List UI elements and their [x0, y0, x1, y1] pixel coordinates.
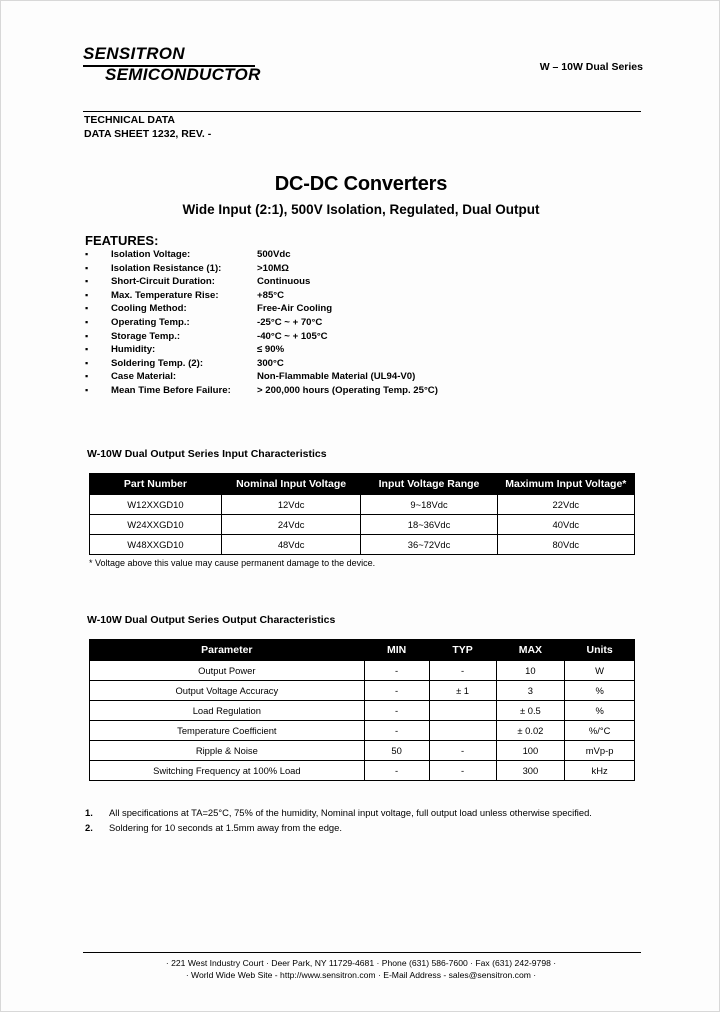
- feature-label: Cooling Method:: [111, 303, 187, 315]
- table-cell: kHz: [565, 761, 635, 781]
- bullet-icon: ▪: [85, 249, 89, 259]
- table-cell: 24Vdc: [221, 515, 361, 535]
- feature-row: [85, 385, 605, 399]
- bullet-icon: ▪: [85, 316, 89, 327]
- table-cell: ± 0.5: [496, 701, 565, 721]
- table-cell: -: [364, 721, 429, 741]
- title-block: [1, 173, 720, 217]
- table-cell: -: [364, 761, 429, 781]
- column-header: Maximum Input Voltage*: [497, 474, 634, 495]
- feature-label: Isolation Voltage:: [111, 249, 191, 260]
- table-cell: %/°C: [565, 721, 635, 741]
- table-cell: ± 1: [429, 681, 496, 701]
- table-row: [90, 741, 635, 761]
- table-cell: 10: [496, 661, 565, 681]
- table-cell: 100: [496, 741, 565, 761]
- table-cell: -: [429, 661, 496, 681]
- table-cell: -: [364, 681, 429, 701]
- feature-row: [85, 290, 605, 304]
- bullet-icon: ▪: [85, 371, 89, 382]
- table-cell: 12Vdc: [221, 495, 361, 515]
- feature-label: Operating Temp.:: [111, 316, 190, 328]
- table-header-row: [90, 640, 635, 661]
- bullet-icon: ▪: [85, 276, 89, 287]
- table-row: [90, 681, 635, 701]
- feature-value: Free-Air Cooling: [257, 303, 333, 315]
- company-logo-line2: SEMICONDUCTOR: [105, 65, 261, 84]
- column-header: Parameter: [90, 640, 365, 661]
- footer-divider: [83, 952, 641, 953]
- bullet-icon: ▪: [85, 357, 89, 368]
- feature-row: [85, 249, 605, 263]
- feature-value: -40°C ~ + 105°C: [257, 330, 328, 342]
- footer-address-line: · 221 West Industry Court · Deer Park, NY 11729-4681 · Phone (631) 586-7600 · Fax (631) 242-9798 ·: [165, 958, 557, 968]
- table-row: [90, 535, 635, 555]
- table-cell: mVp-p: [565, 741, 635, 761]
- feature-label: Soldering Temp. (2):: [111, 357, 204, 369]
- table-row: [90, 661, 635, 681]
- feature-row: [85, 344, 605, 358]
- output-characteristics-table: [89, 639, 635, 781]
- bullet-icon: ▪: [85, 262, 89, 273]
- feature-value: +85°C: [257, 289, 285, 301]
- bullet-icon: ▪: [85, 303, 89, 314]
- feature-label: Case Material:: [111, 371, 177, 383]
- feature-row: [85, 358, 605, 372]
- table-cell: 40Vdc: [497, 515, 634, 535]
- table-cell: %: [565, 701, 635, 721]
- table-row: [90, 515, 635, 535]
- feature-value: 500Vdc: [257, 249, 291, 260]
- column-header: MIN: [364, 640, 429, 661]
- feature-label: Storage Temp.:: [111, 330, 181, 342]
- footnote-number: 1.: [85, 807, 93, 818]
- feature-row: [85, 371, 605, 385]
- table-cell: [429, 701, 496, 721]
- table-cell: %: [565, 681, 635, 701]
- data-sheet-revision: DATA SHEET 1232, REV. -: [84, 127, 212, 140]
- table-cell: W48XXGD10: [90, 535, 222, 555]
- feature-label: Short-Circuit Duration:: [111, 276, 215, 288]
- technical-data-block: [84, 114, 211, 141]
- table-cell: Temperature Coefficient: [90, 721, 365, 741]
- footnote-number: 2.: [85, 821, 93, 833]
- column-header: Input Voltage Range: [361, 474, 497, 495]
- series-label: W – 10W Dual Series: [539, 61, 643, 73]
- features-heading: FEATURES:: [85, 233, 159, 248]
- column-header: MAX: [496, 640, 565, 661]
- feature-label: Max. Temperature Rise:: [111, 289, 219, 301]
- table-row: [90, 701, 635, 721]
- features-list: [85, 249, 605, 399]
- feature-label: Humidity:: [111, 344, 156, 356]
- bullet-icon: ▪: [85, 384, 89, 395]
- output-table-caption: W-10W Dual Output Series Output Characteristics: [87, 614, 336, 626]
- column-header: Units: [565, 640, 635, 661]
- table-cell: -: [429, 761, 496, 781]
- table-cell: ± 0.02: [496, 721, 565, 741]
- feature-label: Mean Time Before Failure:: [111, 384, 231, 396]
- feature-row: [85, 263, 605, 277]
- table-cell: 80Vdc: [497, 535, 634, 555]
- feature-row: [85, 303, 605, 317]
- table-cell: W24XXGD10: [90, 515, 222, 535]
- feature-value: ≤ 90%: [257, 344, 285, 356]
- table-row: [90, 495, 635, 515]
- footnote-text: Soldering for 10 seconds at 1.5mm away from the edge.: [109, 821, 342, 833]
- feature-value: -25°C ~ + 70°C: [257, 316, 323, 328]
- bullet-icon: ▪: [85, 330, 89, 341]
- feature-value: Continuous: [257, 276, 311, 288]
- page-title: DC-DC Converters: [274, 173, 448, 195]
- footnote-row: [85, 807, 630, 820]
- feature-value: > 200,000 hours (Operating Temp. 25°C): [257, 384, 438, 396]
- footnote-text: All specifications at TA=25°C, 75% of the humidity, Nominal input voltage, full output load unless otherwise specified.: [109, 807, 592, 818]
- masthead: [83, 45, 643, 95]
- table-cell: W12XXGD10: [90, 495, 222, 515]
- table-cell: Output Power: [90, 661, 365, 681]
- input-table-footnote: * Voltage above this value may cause permanent damage to the device.: [89, 558, 376, 568]
- table-row: [90, 721, 635, 741]
- table-cell: 18~36Vdc: [361, 515, 497, 535]
- table-row: [90, 761, 635, 781]
- footer-web-line: · World Wide Web Site - http://www.sensitron.com · E-Mail Address - sales@sensitron.com ·: [185, 970, 537, 980]
- input-table-caption: W-10W Dual Output Series Input Characteristics: [87, 448, 327, 460]
- table-cell: -: [364, 701, 429, 721]
- table-cell: -: [364, 661, 429, 681]
- table-cell: [429, 721, 496, 741]
- feature-label: Isolation Resistance (1):: [111, 262, 222, 274]
- table-cell: 48Vdc: [221, 535, 361, 555]
- table-header-row: [90, 474, 635, 495]
- column-header: TYP: [429, 640, 496, 661]
- footnotes-list: [85, 807, 630, 836]
- table-cell: 36~72Vdc: [361, 535, 497, 555]
- table-cell: W: [565, 661, 635, 681]
- table-cell: Ripple & Noise: [90, 741, 365, 761]
- table-cell: 3: [496, 681, 565, 701]
- feature-value: >10MΩ: [257, 262, 289, 274]
- company-logo-line1: SENSITRON: [83, 44, 185, 63]
- table-cell: 50: [364, 741, 429, 761]
- table-cell: 9~18Vdc: [361, 495, 497, 515]
- table-cell: 22Vdc: [497, 495, 634, 515]
- feature-row: [85, 317, 605, 331]
- feature-row: [85, 276, 605, 290]
- bullet-icon: ▪: [85, 289, 89, 300]
- input-characteristics-table: [89, 473, 635, 555]
- bullet-icon: ▪: [85, 344, 89, 355]
- table-cell: Output Voltage Accuracy: [90, 681, 365, 701]
- feature-value: Non-Flammable Material (UL94-V0): [257, 371, 416, 383]
- page-subtitle: Wide Input (2:1), 500V Isolation, Regulated, Dual Output: [182, 202, 540, 217]
- column-header: Nominal Input Voltage: [221, 474, 361, 495]
- footnote-row: [85, 822, 630, 835]
- page-footer: [1, 957, 720, 981]
- header-divider: [83, 111, 641, 112]
- feature-value: 300°C: [257, 357, 284, 369]
- table-cell: 300: [496, 761, 565, 781]
- table-cell: -: [429, 741, 496, 761]
- table-cell: Switching Frequency at 100% Load: [90, 761, 365, 781]
- technical-data-label: TECHNICAL DATA: [84, 114, 175, 126]
- feature-row: [85, 331, 605, 345]
- table-cell: Load Regulation: [90, 701, 365, 721]
- column-header: Part Number: [90, 474, 222, 495]
